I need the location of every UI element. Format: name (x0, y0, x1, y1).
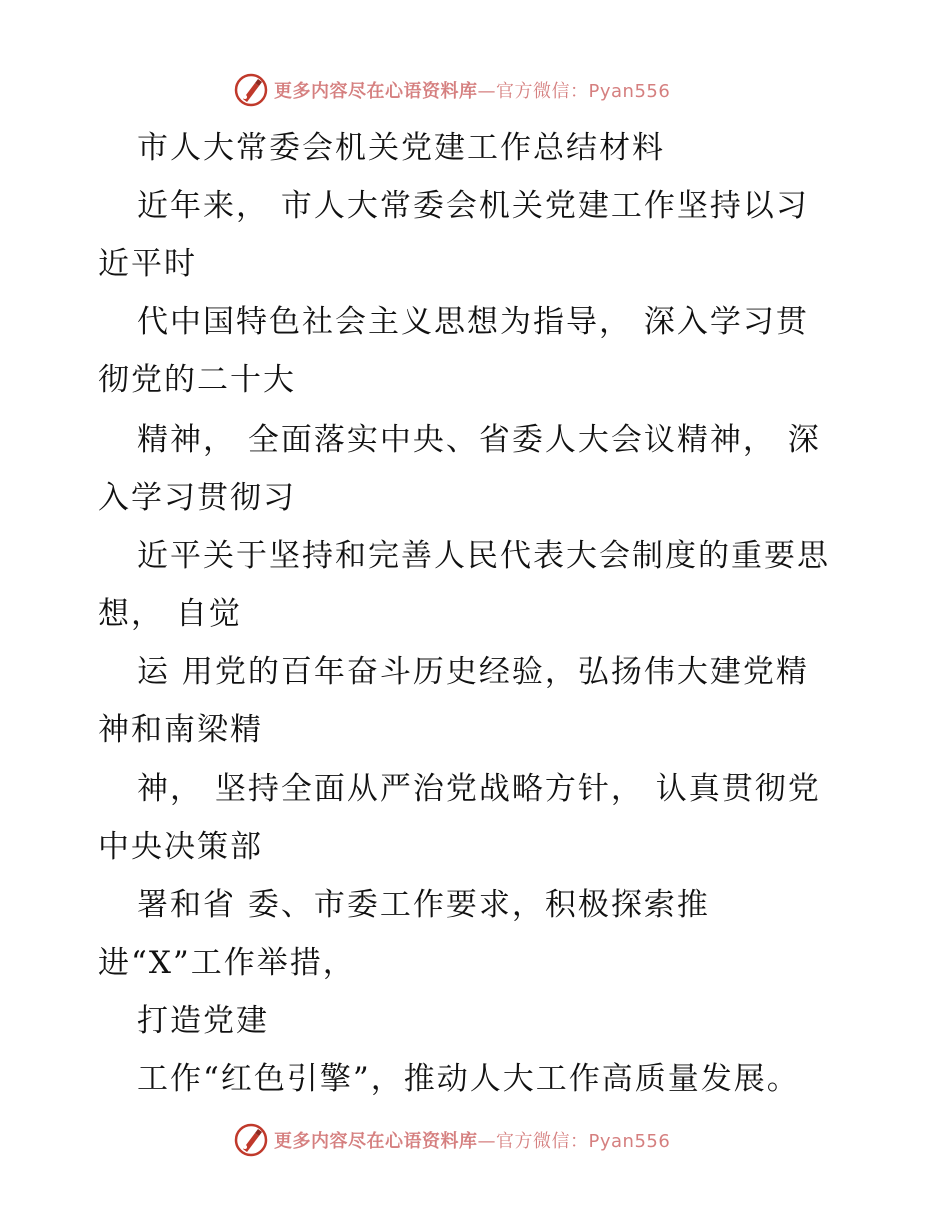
watermark-name: 更多内容尽在心语资料库 (274, 81, 478, 102)
footer-watermark (234, 1123, 670, 1157)
paragraph-line: 精神， 全面落实中央、省委人大会议精神， 深 (137, 422, 821, 458)
watermark-wechat: 官方微信：Pyan556 (496, 1131, 671, 1152)
watermark-text (274, 1127, 670, 1153)
paragraph-line: 近平关于坚持和完善人民代表大会制度的重要思 (137, 538, 830, 574)
watermark-dash: — (477, 81, 496, 102)
pen-logo-icon (234, 1123, 268, 1157)
paragraph-line: 进“X”工作举措， (98, 945, 356, 981)
pen-logo-icon (234, 73, 268, 107)
header-watermark (234, 73, 670, 107)
watermark-text (274, 77, 670, 103)
paragraph-line: 近平时 (98, 246, 197, 282)
document-title: 市人大常委会机关党建工作总结材料 (137, 130, 665, 166)
paragraph-line: 打造党建 (137, 1003, 269, 1039)
watermark-name: 更多内容尽在心语资料库 (274, 1131, 478, 1152)
paragraph-line: 彻党的二十大 (98, 362, 296, 398)
watermark-dash: — (477, 1131, 496, 1152)
paragraph-line: 工作“红色引擎”，推动人大工作高质量发展。 (137, 1061, 800, 1097)
paragraph-line: 中央决策部 (98, 829, 263, 865)
paragraph-line: 神和南梁精 (98, 712, 263, 748)
paragraph-line: 想， 自觉 (98, 596, 242, 632)
watermark-wechat: 官方微信：Pyan556 (496, 81, 671, 102)
paragraph-line: 运 用党的百年奋斗历史经验，弘扬伟大建党精 (137, 654, 809, 690)
paragraph-line: 署和省 委、市委工作要求，积极探索推 (137, 887, 710, 923)
paragraph-line: 近年来， 市人大常委会机关党建工作坚持以习 (137, 188, 809, 224)
paragraph-line: 神， 坚持全面从严治党战略方针， 认真贯彻党 (137, 771, 821, 807)
paragraph-line: 代中国特色社会主义思想为指导， 深入学习贯 (137, 304, 809, 340)
paragraph-line: 入学习贯彻习 (98, 480, 296, 516)
